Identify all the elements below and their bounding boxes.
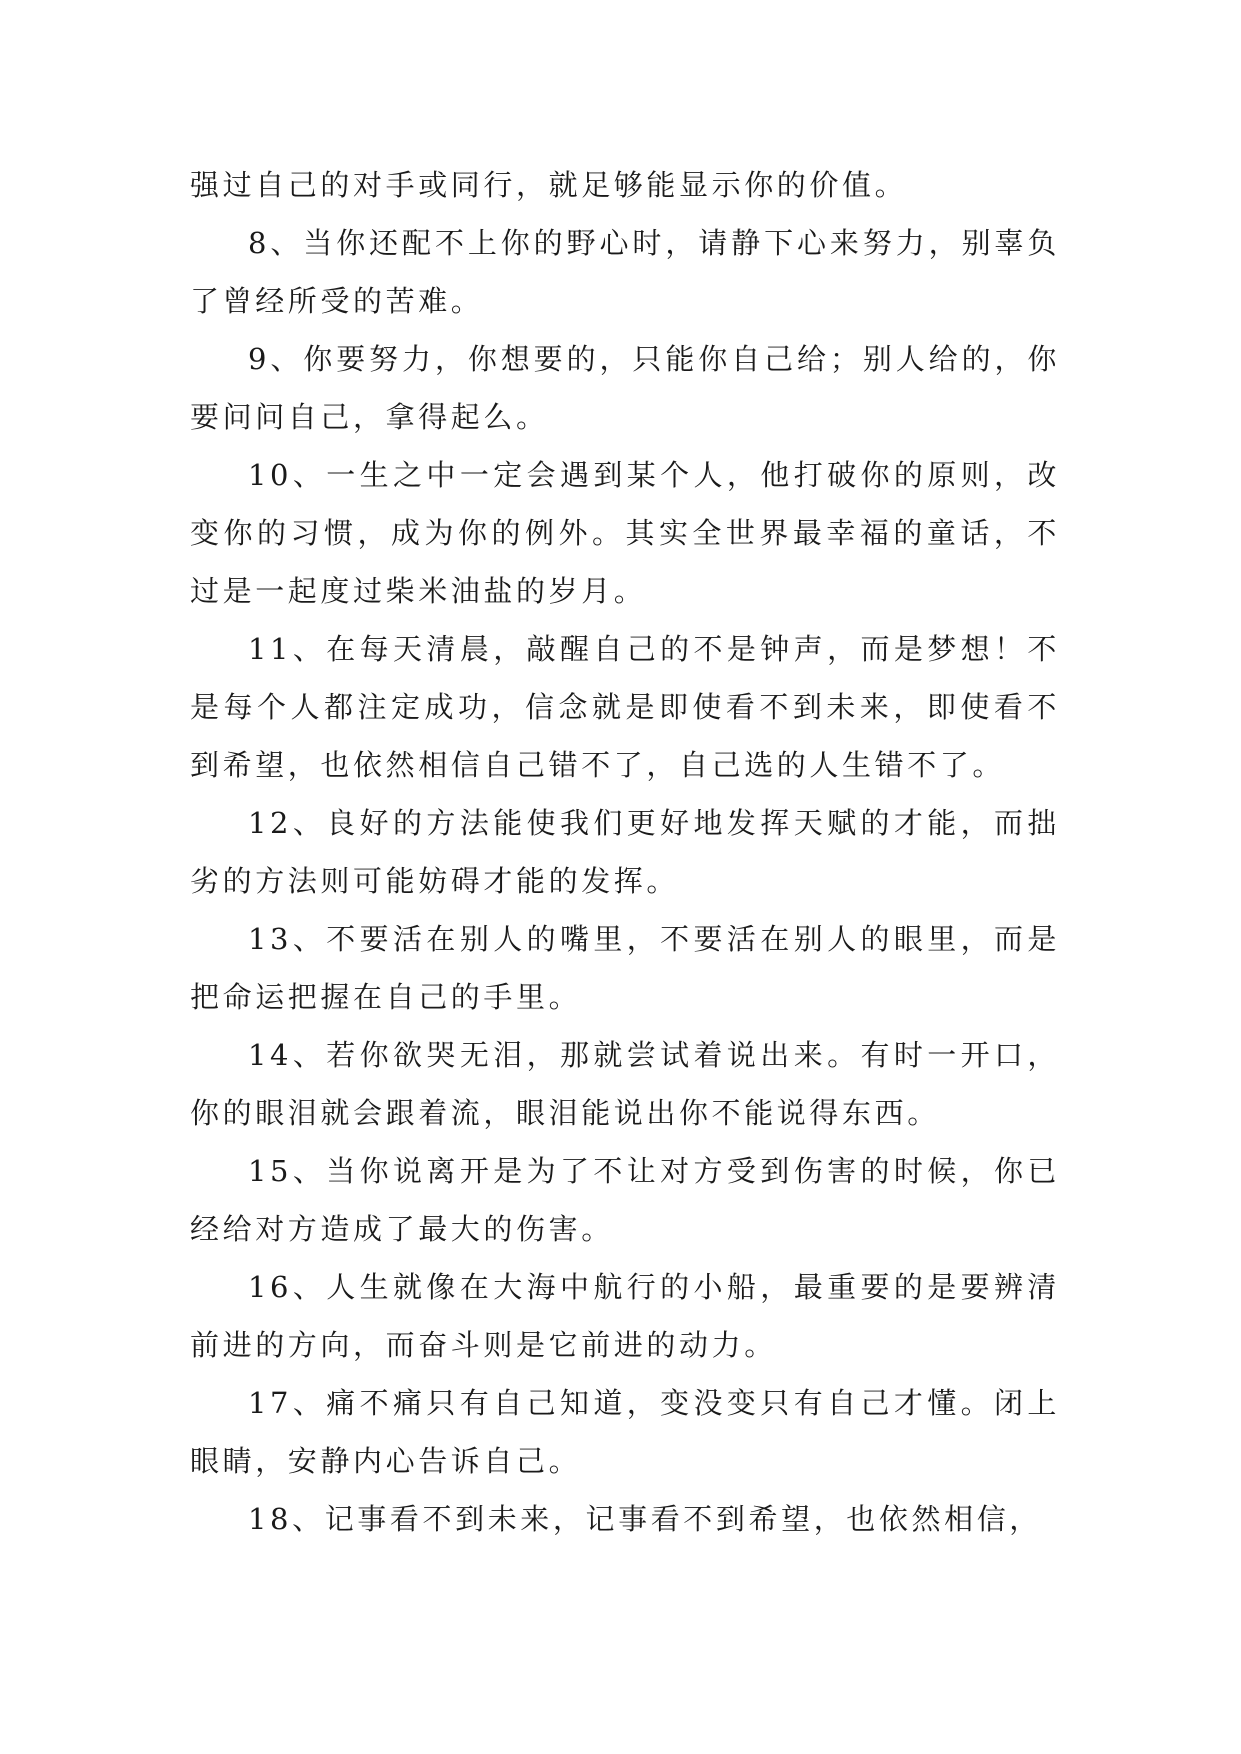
paragraph-continuation: 强过自己的对手或同行，就足够能显示你的价值。 — [190, 168, 908, 202]
paragraph-item-15: 15、当你说离开是为了不让对方受到伤害的时候，你已经给对方造成了最大的伤害。 — [190, 1154, 1060, 1246]
paragraph-item-17: 17、痛不痛只有自己知道，变没变只有自己才懂。闭上眼睛，安静内心告诉自己。 — [190, 1386, 1060, 1478]
paragraph-item-8: 8、当你还配不上你的野心时，请静下心来努力，别辜负了曾经所受的苦难。 — [190, 226, 1060, 318]
paragraph-item-11: 11、在每天清晨，敲醒自己的不是钟声，而是梦想！不是每个人都注定成功，信念就是即使看不到未来，即使看不到希望，也依然相信自己错不了，自己选的人生错不了。 — [190, 632, 1060, 782]
paragraph-item-10: 10、一生之中一定会遇到某个人，他打破你的原则，改变你的习惯，成为你的例外。其实全世界最幸福的童话，不过是一起度过柴米油盐的岁月。 — [190, 458, 1060, 608]
paragraph-item-12: 12、良好的方法能使我们更好地发挥天赋的才能，而拙劣的方法则可能妨碍才能的发挥。 — [190, 806, 1060, 898]
paragraph-item-14: 14、若你欲哭无泪，那就尝试着说出来。有时一开口，你的眼泪就会跟着流，眼泪能说出你不能说得东西。 — [190, 1038, 1060, 1130]
paragraph-item-13: 13、不要活在别人的嘴里，不要活在别人的眼里，而是把命运把握在自己的手里。 — [190, 922, 1060, 1014]
paragraph-item-18: 18、记事看不到未来，记事看不到希望，也依然相信， — [248, 1502, 1042, 1536]
paragraph-item-16: 16、人生就像在大海中航行的小船，最重要的是要辨清前进的方向，而奋斗则是它前进的动力。 — [190, 1270, 1060, 1362]
document-body — [190, 156, 1060, 1548]
paragraph-item-9: 9、你要努力，你想要的，只能你自己给；别人给的，你要问问自己，拿得起么。 — [190, 342, 1060, 434]
